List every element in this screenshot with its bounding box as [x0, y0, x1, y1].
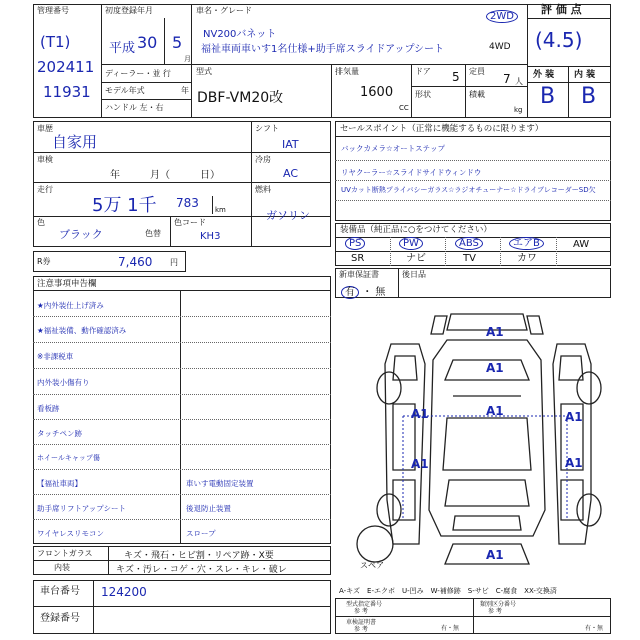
exterior-grade: B [540, 84, 556, 109]
divider [33, 342, 331, 343]
divider [445, 237, 446, 266]
selling-point-1: バックカメラ☆オートステップ [341, 144, 445, 153]
first-reg-year: 30 [137, 33, 158, 52]
aircon-value: AC [283, 167, 299, 180]
capacity-value: 7 [503, 72, 511, 86]
note-row-2: ★福祉装備、動作確認済み [37, 326, 127, 335]
damage-mark-2: A1 [486, 361, 504, 375]
afterparts-label: 後日品 [402, 270, 426, 279]
recycle-value: 7,460 [118, 255, 153, 269]
divider [33, 419, 331, 420]
equip-ps [345, 238, 365, 250]
interior-grade: B [581, 84, 597, 109]
warranty-value [341, 283, 385, 298]
divider [33, 469, 331, 470]
equip-ps-label: PS [345, 237, 365, 250]
interior-cond-label: 内装 [54, 563, 70, 572]
inspection-text: 年 月（ 日） [110, 170, 220, 181]
note-row-9: 助手席リフトアップシート [37, 504, 126, 513]
equip-aw: AW [573, 239, 590, 250]
displacement-label: 排気量 [335, 67, 359, 76]
divider [33, 606, 331, 607]
dealer-label: ディーラー・並 行 [105, 69, 171, 78]
header-block [33, 4, 611, 118]
divider [33, 182, 251, 183]
divider [527, 4, 528, 118]
mgmt-value-3: 11931 [43, 83, 91, 101]
model-year-unit: 年 [181, 86, 189, 95]
interior-cond-value: キズ・汚レ・コゲ・穴・スレ・キレ・破レ [116, 565, 287, 575]
divider [411, 64, 412, 118]
selling-point-3: UVカット断熱プライバシーガラス☆ラジオチューナー☆ドライブレコーダーSD欠 [341, 186, 596, 194]
mileage-label: 走行 [37, 185, 53, 194]
drive-4wd: 4WD [489, 42, 511, 52]
divider [191, 4, 192, 118]
divider [180, 290, 181, 544]
exterior-label: 外 装 [533, 70, 555, 80]
car-name-line2: 福祉車両車いす1名仕様+助手席スライドアップシート [201, 44, 445, 55]
notes-title: 注意事項申告欄 [37, 279, 97, 289]
divider [465, 86, 466, 118]
recycle-block [33, 251, 186, 272]
class-ref-label: 類別区分番号 [480, 601, 517, 608]
cert-label: 車検証明書 [346, 619, 377, 626]
month-unit: 月 [184, 55, 191, 63]
divider [101, 99, 191, 100]
divider [335, 180, 611, 181]
displacement-value: 1600 [360, 85, 394, 100]
equip-navi: ナビ [406, 253, 426, 264]
divider [331, 64, 332, 118]
divider [33, 152, 331, 153]
color-code-value: KH3 [200, 231, 221, 242]
chassis-label: 車台番号 [40, 586, 80, 597]
note-row-4: 内外装小傷有り [37, 378, 90, 387]
capacity-unit: 人 [515, 77, 523, 86]
note-row-5: 看板跡 [37, 404, 60, 413]
aircon-label: 冷房 [255, 155, 271, 164]
car-diagram [335, 300, 611, 580]
drive-2wd-label: 2WD [486, 10, 518, 23]
note-right-row-3: スロープ [186, 529, 216, 538]
divider [398, 268, 399, 298]
front-glass-label: フロントガラス [37, 549, 93, 558]
divider [33, 394, 331, 395]
color-code-label: 色コード [174, 218, 206, 227]
model-year-label: モデル年式 [105, 86, 145, 95]
warranty-yes: 有 [341, 286, 359, 299]
divider [33, 290, 331, 291]
damage-mark-5: A1 [565, 410, 583, 424]
divider [212, 196, 213, 214]
divider [465, 64, 466, 86]
damage-mark-1: A1 [486, 325, 504, 339]
divider [335, 251, 611, 252]
divider [335, 616, 611, 617]
cert-yes-no: 有・無 [441, 625, 460, 632]
divider [251, 121, 252, 247]
inspection-label: 車検 [37, 155, 53, 164]
mileage-value: 5万 1千 [92, 195, 157, 216]
mileage-unit: km [215, 206, 226, 214]
damage-mark-8: A1 [486, 548, 504, 562]
car-name-label: 車名・グレード [196, 6, 252, 15]
door-label: ドア [415, 67, 431, 76]
load-unit: kg [514, 106, 523, 114]
note-row-7: ホイールキャップ傷 [37, 454, 100, 462]
handle-label: ハンドル 左・右 [105, 103, 164, 112]
load-label: 積載 [469, 90, 485, 99]
divider [33, 519, 331, 520]
divider [170, 216, 171, 247]
first-reg-month: 5 [172, 33, 183, 52]
divider [500, 237, 501, 266]
recycle-unit: 円 [170, 258, 178, 267]
fuel-label: 燃料 [255, 185, 271, 194]
equip-abs-label: ABS [455, 237, 483, 250]
divider [335, 136, 611, 137]
equip-sr: SR [351, 253, 365, 264]
drive-2wd [486, 11, 518, 22]
equip-pw-label: PW [399, 237, 423, 250]
damage-mark-3: A1 [411, 407, 429, 421]
divider [527, 18, 611, 19]
mileage-small: 783 [176, 196, 199, 210]
note-row-6: タッチペン跡 [37, 429, 82, 438]
equip-pw [399, 238, 423, 250]
divider [33, 316, 331, 317]
use-value: 自家用 [52, 133, 98, 151]
equip-abs [455, 238, 483, 250]
color-change-label: 色替 [145, 229, 161, 238]
model-value: DBF-VM20改 [197, 90, 284, 106]
divider [527, 66, 611, 67]
divider [101, 82, 191, 83]
damage-mark-6: A1 [411, 457, 429, 471]
divider [251, 182, 331, 183]
front-glass-value: キズ・飛石・ヒビ割・リペア跡・X要 [124, 551, 274, 561]
score-label: 評 価 点 [541, 3, 582, 16]
equip-airbag-label: エアB [509, 237, 544, 250]
capacity-label: 定員 [469, 67, 485, 76]
divider [33, 368, 331, 369]
model-ref-label: 型式指定番号 [346, 601, 383, 608]
divider [556, 237, 557, 266]
selling-points-title: セールスポイント（正常に機能するものに限ります） [340, 124, 544, 134]
divider [568, 66, 569, 118]
interior-label: 内 装 [574, 70, 596, 80]
displacement-unit: CC [399, 104, 409, 112]
color-value: ブラック [59, 228, 103, 241]
shift-label: シフト [255, 124, 279, 133]
model-ref-small: 参 考 [354, 608, 368, 615]
model-label: 型式 [196, 67, 212, 76]
divider [411, 86, 527, 87]
cert-ref-small: 参 考 [354, 626, 368, 633]
divider [101, 64, 191, 65]
legend-text: A-キズ E-エクボ U-凹み W-補修跡 S-サビ C-腐食 XX-交換済 [339, 587, 557, 595]
first-reg-label: 初度登録年月 [105, 6, 153, 15]
cert-yes-no-right: 有・無 [585, 625, 604, 632]
note-right-row-1: 車いす電動固定装置 [186, 479, 254, 488]
note-row-3: ※非課税車 [37, 352, 74, 361]
warranty-no: ・ 無 [362, 287, 386, 298]
equipment-title: 装備品（純正品に○をつけてください） [340, 225, 492, 235]
recycle-label: R券 [37, 257, 51, 266]
divider [93, 580, 94, 634]
divider [164, 18, 165, 64]
shape-label: 形状 [415, 90, 431, 99]
note-row-10: ワイヤレスリモコン [37, 529, 104, 538]
damage-mark-4: A1 [486, 404, 504, 418]
color-label: 色 [37, 218, 45, 227]
divider [527, 82, 611, 83]
door-value: 5 [452, 70, 460, 84]
shift-value: IAT [282, 138, 299, 151]
registration-label: 登録番号 [40, 613, 80, 624]
first-reg-era: 平成 [109, 41, 136, 56]
chassis-value: 124200 [101, 585, 147, 599]
spare-label: スペア [360, 561, 384, 570]
note-row-8: 【福祉車両】 [37, 479, 82, 488]
divider [390, 237, 391, 266]
use-label: 車歴 [37, 124, 53, 133]
divider [101, 4, 102, 118]
note-row-1: ★内外装仕上げ済み [37, 301, 104, 310]
fuel-value: ガソリン [266, 209, 310, 222]
equip-tv: TV [463, 253, 476, 264]
car-name-line1: NV200バネット [203, 29, 277, 40]
mgmt-value-1: (T1) [40, 33, 71, 51]
mgmt-value-2: 202411 [37, 58, 95, 76]
score-value: (4.5) [535, 28, 583, 52]
mgmt-label: 管理番号 [37, 6, 69, 15]
class-ref-small: 参 考 [488, 608, 502, 615]
warranty-label: 新車保証書 [339, 270, 379, 279]
divider [33, 444, 331, 445]
equip-airbag [509, 238, 544, 250]
divider [33, 494, 331, 495]
divider [335, 160, 611, 161]
damage-mark-7: A1 [565, 456, 583, 470]
note-right-row-2: 後退防止装置 [186, 504, 231, 513]
divider [335, 200, 611, 201]
equip-leather: カワ [517, 253, 537, 264]
divider [191, 64, 527, 65]
selling-point-2: リヤクーラー☆スライドサイドウィンドウ [341, 168, 482, 177]
